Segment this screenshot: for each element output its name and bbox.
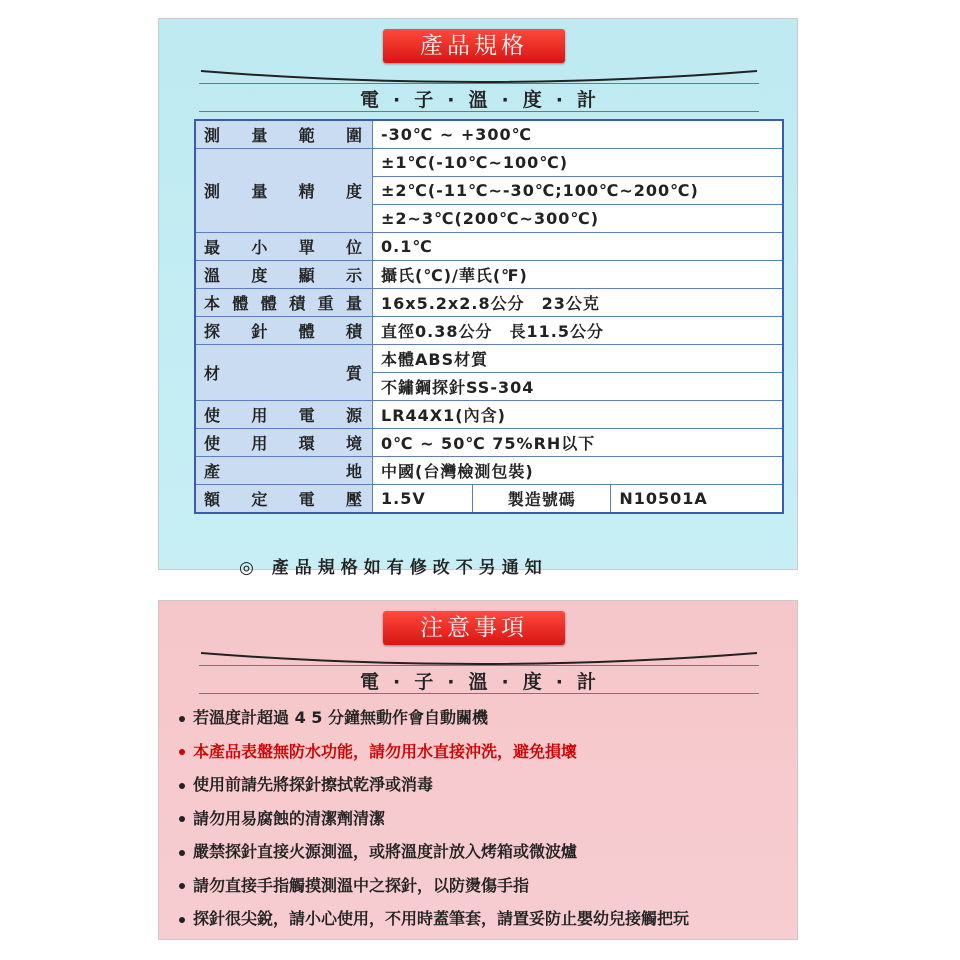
spec-value: LR44X1(內含) — [373, 401, 784, 429]
spec-label: 產地 — [195, 457, 373, 485]
serial-label: 製造號碼 — [473, 485, 611, 514]
spec-row — [195, 233, 783, 261]
spec-value: ±2~3℃(200℃~300℃) — [373, 205, 784, 233]
spec-row — [195, 317, 783, 345]
notice-text: 請勿用易腐蝕的清潔劑清潔 — [193, 808, 386, 828]
notice-item — [179, 735, 689, 769]
subtitle-dot: · — [393, 89, 403, 111]
spec-label: 測量範圍 — [195, 120, 373, 149]
spec-row — [195, 289, 783, 317]
bullet-icon — [179, 816, 185, 822]
spec-table — [194, 119, 784, 514]
bullet-icon — [179, 783, 185, 789]
spec-title-banner: 產品規格 — [383, 29, 565, 63]
spec-label: 溫度顯示 — [195, 261, 373, 289]
bullet-icon — [179, 749, 185, 755]
spec-label: 本體體積重量 — [195, 289, 373, 317]
spec-value: 不鏽鋼探針SS-304 — [373, 373, 784, 401]
subtitle-char: 子 — [414, 671, 436, 693]
divider — [199, 83, 759, 84]
spec-footnote: ◎ 產品規格如有修改不另通知 — [239, 558, 548, 578]
spec-value: ±1℃(-10℃~100℃) — [373, 149, 784, 177]
subtitle-dot: · — [501, 89, 511, 111]
bullet-icon — [179, 917, 185, 923]
notice-text: 本產品表盤無防水功能，請勿用水直接沖洗，避免損壞 — [193, 741, 578, 761]
spec-panel — [158, 18, 798, 578]
notice-item — [179, 802, 689, 836]
subtitle-char: 電 — [360, 89, 382, 111]
notice-subtitle — [309, 667, 649, 694]
subtitle-dot: · — [555, 671, 565, 693]
notice-text: 使用前請先將探針擦拭乾淨或消毒 — [193, 775, 434, 794]
subtitle-char: 度 — [522, 89, 544, 111]
subtitle-char: 溫 — [468, 89, 490, 111]
spec-value: -30℃ ~ +300℃ — [373, 120, 784, 149]
spec-row — [195, 149, 783, 177]
notice-list — [179, 701, 689, 936]
spec-value: 0℃ ~ 50℃ 75%RH以下 — [373, 429, 784, 457]
subtitle-dot: · — [447, 89, 457, 111]
notice-item — [179, 835, 689, 869]
divider — [199, 111, 759, 112]
spec-row — [195, 345, 783, 373]
spec-value: 直徑0.38公分 長11.5公分 — [373, 317, 784, 345]
spec-row — [195, 485, 783, 514]
notice-item — [179, 902, 689, 936]
serial-value: N10501A — [611, 485, 783, 514]
subtitle-dot: · — [501, 671, 511, 693]
spec-row — [195, 401, 783, 429]
notice-panel — [158, 600, 798, 940]
subtitle-char: 子 — [414, 89, 436, 111]
spec-row — [195, 457, 783, 485]
spec-value: 1.5V — [373, 485, 473, 514]
notice-item — [179, 869, 689, 903]
spec-value: 本體ABS材質 — [373, 345, 784, 373]
bullet-icon — [179, 850, 185, 856]
notice-item — [179, 701, 689, 735]
spec-label: 使用環境 — [195, 429, 373, 457]
divider — [199, 665, 759, 666]
spec-subtitle — [309, 85, 649, 112]
spec-label: 使用電源 — [195, 401, 373, 429]
notice-title-banner: 注意事項 — [383, 611, 565, 645]
spec-value: 16x5.2x2.8公分 23公克 — [373, 289, 784, 317]
subtitle-dot: · — [447, 671, 457, 693]
spec-value: 0.1℃ — [373, 233, 784, 261]
notice-item — [179, 768, 689, 802]
spec-label: 額定電壓 — [195, 485, 373, 514]
notice-text: 探針很尖銳，請小心使用，不用時蓋筆套，請置妥防止嬰幼兒接觸把玩 — [193, 909, 690, 928]
subtitle-dot: · — [555, 89, 565, 111]
subtitle-char: 溫 — [468, 671, 490, 693]
spec-row — [195, 120, 783, 149]
spec-label: 最小單位 — [195, 233, 373, 261]
spec-row — [195, 261, 783, 289]
notice-text: 請勿直接手指觸摸測溫中之探針，以防燙傷手指 — [193, 875, 530, 895]
notice-text: 若溫度計超過 4 5 分鐘無動作會自動關機 — [193, 708, 488, 727]
spec-label: 材質 — [195, 345, 373, 401]
bullet-icon — [179, 716, 185, 722]
spec-value: ±2℃(-11℃~-30℃;100℃~200℃) — [373, 177, 784, 205]
subtitle-char: 度 — [522, 671, 544, 693]
subtitle-dot: · — [393, 671, 403, 693]
spec-value: 中國(台灣檢測包裝) — [373, 457, 784, 485]
spec-row — [195, 429, 783, 457]
subtitle-char: 電 — [360, 671, 382, 693]
divider — [199, 693, 759, 694]
spec-label: 探針體積 — [195, 317, 373, 345]
subtitle-char: 計 — [576, 671, 598, 693]
notice-text: 嚴禁探針直接火源測溫，或將溫度計放入烤箱或微波爐 — [193, 842, 578, 861]
bullet-icon — [179, 883, 185, 889]
spec-value: 攝氏(℃)/華氏(℉) — [373, 261, 784, 289]
subtitle-char: 計 — [576, 89, 598, 111]
spec-label: 測量精度 — [195, 149, 373, 233]
